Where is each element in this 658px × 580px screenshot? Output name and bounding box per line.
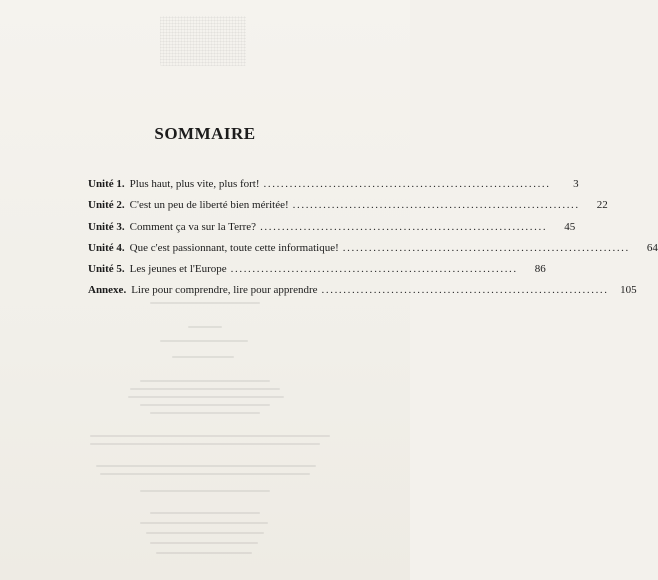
toc-entry-title: Comment ça va sur la Terre? bbox=[129, 220, 257, 233]
toc-entry-label: Unité 1. bbox=[88, 178, 125, 190]
toc-entry[interactable] bbox=[88, 199, 608, 220]
toc-entry-title: Plus haut, plus vite, plus fort! bbox=[129, 178, 260, 190]
bleed-through-line bbox=[140, 404, 270, 406]
bleed-through-line bbox=[160, 340, 248, 342]
toc-entry[interactable] bbox=[88, 220, 576, 242]
bleed-through-line bbox=[188, 326, 222, 328]
toc-entry[interactable] bbox=[88, 241, 658, 263]
bleed-through-line bbox=[128, 396, 284, 398]
bleed-through-text bbox=[0, 300, 410, 570]
bleed-through-line bbox=[140, 490, 270, 492]
bleed-through-line bbox=[100, 473, 310, 475]
bleed-through-line bbox=[150, 512, 260, 514]
toc-entry-label: Unité 2. bbox=[88, 199, 125, 212]
bleed-through-line bbox=[156, 552, 252, 554]
bleed-through-line bbox=[90, 435, 330, 437]
bleed-through-line bbox=[140, 522, 268, 524]
toc-entry-title: C'est un peu de liberté bien méritée! bbox=[129, 199, 289, 212]
toc-leader-dots: .................................................................. bbox=[321, 284, 609, 297]
toc-entry-page: 64 bbox=[646, 241, 658, 254]
bleed-through-line bbox=[96, 465, 316, 467]
toc-entry-page: 3 bbox=[573, 178, 579, 190]
bleed-through-line bbox=[150, 412, 260, 414]
toc-entry-title: Que c'est passionnant, toute cette informatique! bbox=[129, 241, 339, 254]
bleed-through-line bbox=[150, 542, 258, 544]
toc-entry-page: 22 bbox=[596, 199, 608, 212]
toc-entry-page: 105 bbox=[620, 284, 637, 297]
bleed-through-line bbox=[172, 356, 234, 358]
bleed-through-line bbox=[150, 302, 260, 304]
toc-entry-title: Lire pour comprendre, lire pour apprendre bbox=[131, 284, 318, 297]
toc-entry-title: Les jeunes et l'Europe bbox=[129, 263, 227, 276]
toc-entry-label: Unité 3. bbox=[88, 220, 125, 233]
toc-leader-dots: .................................................................. bbox=[263, 178, 551, 190]
toc-leader-dots: .................................................................. bbox=[342, 241, 630, 254]
bleed-through-line bbox=[130, 388, 280, 390]
toc-entry-page: 45 bbox=[564, 220, 576, 233]
toc-entry-label: Unité 5. bbox=[88, 263, 125, 276]
bleed-through-line bbox=[90, 443, 320, 445]
table-of-contents bbox=[88, 178, 658, 306]
toc-entry[interactable] bbox=[88, 178, 579, 199]
page-title: SOMMAIRE bbox=[154, 124, 256, 143]
toc-entry[interactable] bbox=[88, 263, 546, 284]
bleed-through-line bbox=[140, 380, 270, 382]
toc-entry-label: Annexe. bbox=[88, 284, 127, 297]
toc-leader-dots: .................................................................. bbox=[230, 263, 518, 276]
bleed-through-mark bbox=[160, 16, 246, 66]
bleed-through-line bbox=[146, 532, 264, 534]
toc-entry-page: 86 bbox=[534, 263, 546, 276]
toc-leader-dots: .................................................................. bbox=[260, 220, 548, 233]
toc-entry-label: Unité 4. bbox=[88, 241, 125, 254]
toc-leader-dots: .................................................................. bbox=[292, 199, 580, 212]
